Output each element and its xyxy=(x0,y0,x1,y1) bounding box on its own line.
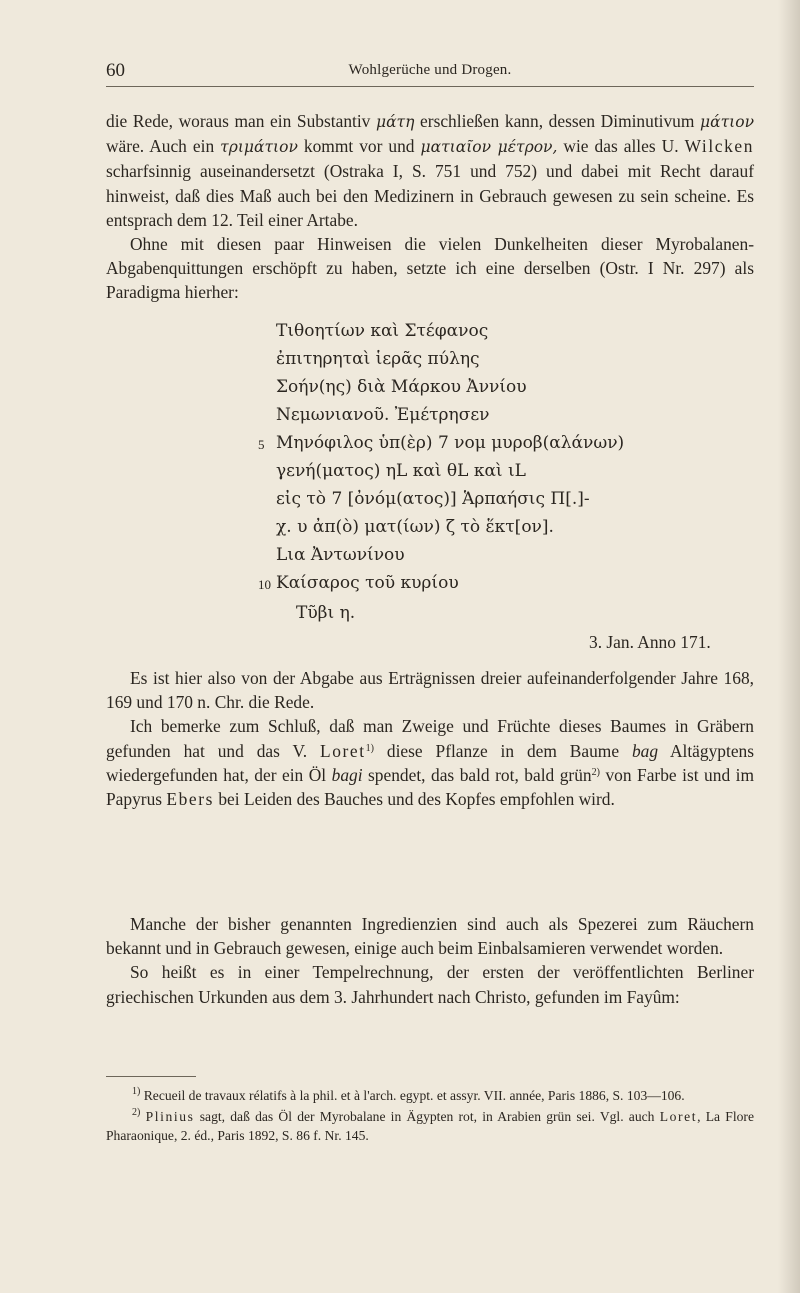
footnotes xyxy=(106,1086,754,1147)
footnote-ref[interactable]: 1) xyxy=(365,742,375,754)
source-name: Ebers xyxy=(166,789,214,810)
greek-term: τριμάτιον xyxy=(220,138,298,157)
paragraph-4: Ich bemerke zum Schluß, daß man Zweige und Früchte dieses Baumes in Gräbern gefunden hat und das V. Loret$^{1)}$ diese Pflanze in dem Baume bag Altägyptens wiedergefunden hat, der ein Öl bagi spendet, das bald rot, bald grün$^{2)}$ von Farbe ist und im Papyrus Ebers bei Leiden des Bauches und des Kopfes empfohlen wird. xyxy=(106,716,754,810)
author-name: Wilcken xyxy=(684,136,754,157)
line-number: 10 xyxy=(258,577,271,592)
footnote-1: $^{1)}$ Recueil de travaux rélatifs à la phil. et à l'arch. egypt. et assyr. VII. année, Paris 1886, S. 103—106. xyxy=(132,1086,685,1103)
page-header xyxy=(106,56,754,87)
ostrakon-line: Lια Ἀντωνίνου xyxy=(276,545,405,565)
ostrakon-date: 3. Jan. Anno 171. xyxy=(589,632,711,652)
ostrakon-line: Νεμωνιανοῦ. Ἐμέτρησεν xyxy=(276,405,490,425)
paragraph-3: Es ist hier also von der Abgabe aus Erträgnissen dreier aufeinanderfolgender Jahre 168, 169 und 170 n. Chr. die Rede. Ich bemerke zum Schluß, daß man Zweige und Früchte dieses Baumes in Gräbern gefunden hat und das V. Loret$^{1)}$ diese Pflanze in dem Baume bag Altägyptens wiedergefunden hat, der ein Öl bagi spendet, das bald rot, bald grün$^{2)}$ von Farbe ist und im Papyrus Ebers bei Leiden des Bauches und des Kopfes empfohlen wird. xyxy=(106,666,754,811)
ostrakon-line: Τῦβι η. xyxy=(296,603,356,623)
ostrakon-line: εἰς τὸ 7 [ὀνόμ(ατος)] Ἁρπαήσις Π[.]- xyxy=(276,489,590,509)
paragraph-5: Manche der bisher genannten Ingredienzien sind auch als Spezerei zum Räuchern bekannt und in Gebrauch gewesen, einige auch beim Einbalsamieren verwendet worden. So heißt es in einer Tempelrechnung, der ersten der veröffentlichten Berliner griechischen Urkunden aus dem 3. Jahrhundert nach Christo, gefunden im Fayûm: xyxy=(106,912,754,1009)
paragraph-1: die Rede, woraus man ein Substantiv μάτη erschließen kann, dessen Diminutivum μάτιον wäre. Auch ein τριμάτιον kommt vor und ματιαῖον μέτρον, wie das alles U. Wilcken scharfsinnig auseinandersetzt (Ostraka I, S. 751 und 752) und dabei mit Recht darauf hinweist, daß dies Maß auch bei den Medizinern in Gebrauch gewesen zu sein scheine. Es entsprach dem 12. Teil einer Artabe. Ohne mit diesen paar Hinweisen die vielen Dunkelheiten dieser Myrobalanen-Abgabenquittungen erschöpft zu haben, setzte ich eine derselben (Ostr. I Nr. 297) als Paradigma hierher: xyxy=(106,109,754,305)
ostrakon-line: γενή(ματος) ηL καὶ θL καὶ ιL xyxy=(276,461,526,481)
ostrakon-line: Σοήν(ης) διὰ Μάρκου Ἀννίου xyxy=(276,377,527,397)
page-number: 60 xyxy=(106,60,125,81)
greek-term: ματιαῖον μέτρον, xyxy=(420,138,558,157)
footnote-divider xyxy=(106,1076,196,1077)
greek-term: μάτη xyxy=(376,113,415,131)
ostrakon-line: Μηνόφιλος ὑπ(ὲρ) 7 νομ μυροβ(αλάνων) xyxy=(276,433,625,453)
running-head: Wohlgerüche und Drogen. xyxy=(348,62,512,78)
footnote-2: $^{2)}$ Plinius sagt, daß das Öl der Myrobalane in Ägypten rot, in Arabien grün sei. Vgl. auch Loret, La Flore Pharaonique, 2. éd., Paris 1892, S. 86 f. Nr. 145. xyxy=(106,1106,754,1143)
page-edge-shadow xyxy=(778,0,800,1293)
paragraph-2: Ohne mit diesen paar Hinweisen die vielen Dunkelheiten dieser Myrobalanen-Abgabenquittungen erschöpft zu haben, setzte ich eine derselben (Ostr. I Nr. 297) als Paradigma hierher: xyxy=(106,234,754,303)
ostrakon-line: χ. υ ἀπ(ὸ) ματ(ίων) ζ τὸ ἕκτ[ον]. xyxy=(276,517,554,537)
ostrakon-line: Καίσαρος τοῦ κυρίου xyxy=(276,573,459,593)
line-number: 5 xyxy=(258,437,265,452)
greek-term: μάτιον xyxy=(700,113,754,131)
ostrakon-line: ἐπιτηρηταὶ ἱερᾶς πύλης xyxy=(276,349,480,369)
author-name: Loret xyxy=(320,740,366,761)
ostrakon-line: Τιθοητίων καὶ Στέφανος xyxy=(276,321,489,341)
footnote-ref[interactable]: 2) xyxy=(591,766,600,778)
paragraph-6: So heißt es in einer Tempelrechnung, der ersten der veröffentlichten Berliner griechischen Urkunden aus dem 3. Jahrhundert nach Christo, gefunden im Fayûm: xyxy=(106,962,754,1007)
